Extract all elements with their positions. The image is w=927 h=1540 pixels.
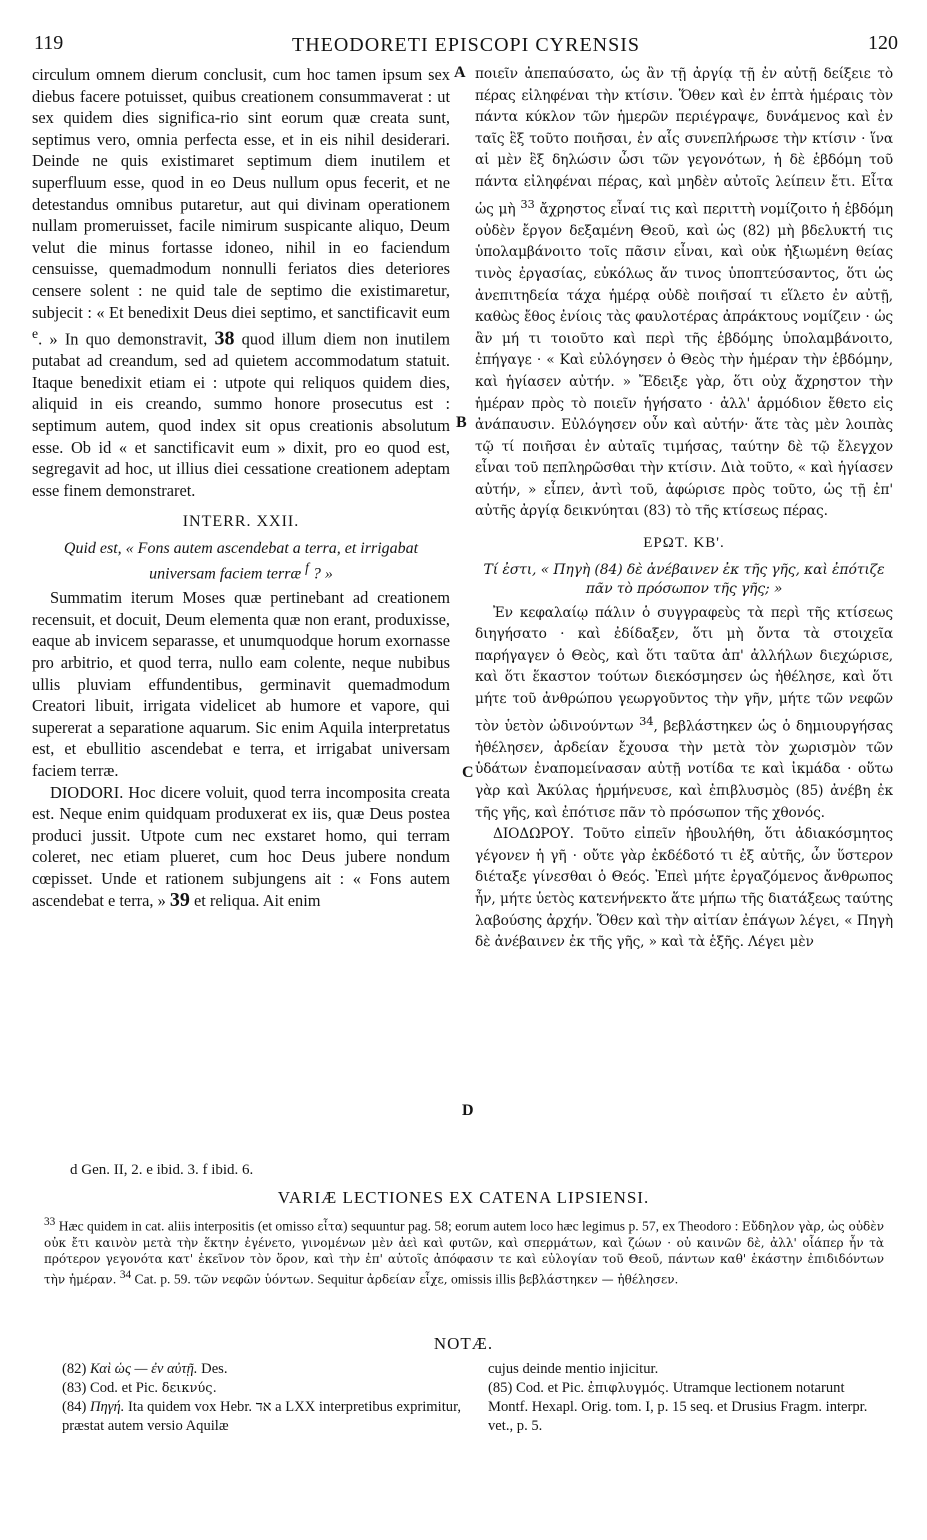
latin-column (32, 64, 450, 1154)
latin-paragraph-3 (32, 782, 450, 912)
note-text: Des. (197, 1361, 228, 1377)
variant-number: 34 (119, 1268, 132, 1281)
note-number: (84) (62, 1399, 90, 1415)
greek-section-heading: ΕΡΩΤ. ΚΒ'. (643, 535, 725, 552)
note-text: Ita quidem vox Hebr. אד a LXX interpretibus exprimitur, præstat autem versio Aquilæ (62, 1399, 461, 1434)
variae-heading: VARIÆ LECTIONES EX CATENA LIPSIENSI. (277, 1188, 650, 1207)
notae-heading: NOTÆ. (433, 1334, 494, 1353)
margin-letter-a: A (454, 64, 466, 81)
latin-text: Hoc dicere voluit, quod terra incomposita creata est. Neque enim quidquam produxerat ex iis, quæ Deus postea produci jussit. Utpote cum nec exstaret homo, qui terram coleret, nec etiam plueret, cum hoc Deus jubere nondum cœpisset. Unde et rationem subjungens ait : « Fons autem ascendebat e terra, » (32, 782, 450, 910)
variant-greek: βεβλάστηκεν — ἠθέλησεν. (518, 1272, 679, 1287)
question-text: Quid est, « Fons autem ascendebat a terra, et irrigabat universam faciem terræ (63, 539, 419, 583)
latin-text: et reliqua. Ait enim (189, 890, 321, 910)
latin-paragraph-2: Summatim iterum Moses quæ pertinebant ad creationem recensuit, et docuit, Deum elementa quæ non erant, produxisse, eaque ab invicem separasse, et unumquodque horum exornasse pro arbitrio, et quod terra, nullo eam colente, neque nubibus ullis pluviam effundentibus, germinavit quemadmodum Creatori libuit, irrigata videlicet ab humore et vapore, qui supererat a separatione aquarum. Sic enim Aquila interpretatus est, et ebullitio ascendebat e terra, et irrigabat universam faciem terræ. (32, 588, 450, 781)
variant-ref: 33 (520, 196, 535, 211)
greek-question: Τί ἐστι, « Πηγὴ (84) δὲ ἀνέβαινεν ἐκ τῆς γῆς, καὶ ἐπότιζε πᾶν τὸ πρόσωπον τῆς γῆς; » (483, 561, 885, 597)
greek-column (475, 64, 893, 1154)
latin-text: circulum omnem dierum conclusit, cum hoc tamen ipsum sex diebus facere potuisset, quibus creationem consummaverat : ut sex quidem dies significa-rio sint eorum quæ creata sunt, septimus vero, omnia perfecta esse, et in eis nihil desiderari. Deinde ne quis existimaret septimum diem inutilem et superfluum esse, quod in eo Deus nullum opus fecerit, et ne detestandus omnibus putaretur, aut qui divinam operationem nullam promeruisset, facile nimirum suspicante aliquo, Deum velut die minus fortasse idoneo, nihil in eo faciendum censuisse, quemadmodum nonnulli feriatos dies deteriores censere solent : ne quid tale de septimo die existimaretur, subjecit : « Et benedixit Deus diei septimo, et sanctificavit eum (32, 65, 450, 322)
variant-text: Sequitur (313, 1271, 367, 1287)
footnote-ref: e (32, 326, 39, 342)
scripture-references: d Gen. II, 2. e ibid. 3. f ibid. 6. (70, 1162, 254, 1178)
greek-text: ἄχρηστος εἶναί τις καὶ περιττὴ νομίζοιτο ἡ ἑβδόμη οὐδὲν ἔργον δεξαμένη Θεοῦ, καὶ ὡς (82) μὴ βδελυκτή τις ὑπολαμβάνοιτο τοῖς πᾶσιν εἶναι, καὶ οὐκ ἠξιωμένη θείας τινὸς ἐργασίας, εὐκόλως ἄν τινος ὑποπτεύσαντος, ὅτι ὡς ἀνεπιτηδεία τάχα ἡμέρᾳ οὐδὲ ποιῆσαί τι εἵλετο ἐν αὐτῇ, καθὼς ἔθος ἐνίοις τὰς φαυλοτέρας ἀπράκτους νομίζειν · ὡς ἂν μή τι τοιοῦτο καὶ περὶ τῆς ἑβδόμης ὑπολαμβάνοιτο, ἐπήγαγε · « Καὶ εὐλόγησεν ὁ Θεὸς τὴν ἡμέραν τὴν ἑβδόμην, καὶ ἡγίασεν αὐτήν. » Ἔδειξε γὰρ, ὅτι οὐχ ἄχρηστον τὴν ἡμέραν πρὸς τὸ ποιεῖν ἡγήσατο · ἀλλ' ἁρμόδιον ἔθετο εἰς ἀνάπαυσιν. Εὐλόγησεν οὖν καὶ αὐτήν· ἅτε τὰς μὲν λοιπὰς τῷ τί ποιῆσαι ἐν αὐταῖς τιμήσας, ταύτην δὲ τῷ ἔλεγχον εἶναι τοῦ πεπληρῶσθαι τὴν κτίσιν. Διὰ τοῦτο, « καὶ ἡγίασεν αὐτήν, » εἶπεν, ἀντὶ τοῦ, ἀφώρισε πρὸς τοῦτο, ὡς τῇ ἐπ' αὐτῆς ἀργίᾳ δεικνύηται (83) τὸ τῆς κτίσεως πέρας. (475, 201, 893, 520)
notes-left (62, 1360, 462, 1435)
greek-text: Ἐν κεφαλαίῳ πάλιν ὁ συγγραφεὺς τὰ περὶ τῆς κτίσεως διηγήσατο · καὶ ἐδίδαξεν, ὅτι μὴ ὄντα τὰ στοιχεῖα παρήγαγεν ὁ Θεὸς, καὶ ὅτι ταῦτα ἀπ' ἀλλήλων διεχώρισε, καὶ ὅτι ἕκαστον τούτων διεκόσμησεν ὡς ἠθέλησε, καὶ ὅτι μήτε τοῦ ἀνθρώπου γεωργοῦντος τὴν γῆν, μήτε τῶν νεφῶν τὸν ὑετὸν ὠδινούντων (475, 604, 893, 735)
speaker-label: ΔΙΟΔΩΡΟΥ. (493, 826, 574, 843)
speaker-label: DIODORI. (50, 782, 124, 802)
column-number: 38 (214, 327, 235, 350)
running-title: THEODORETI EPISCOPI CYRENSIS (291, 34, 641, 56)
note-number: (82) (62, 1361, 90, 1377)
notes-right (488, 1360, 878, 1435)
variant-text: Hæc quidem in cat. aliis interpositis (et omisso (55, 1218, 318, 1234)
note-84 (62, 1398, 462, 1435)
note-84-cont: cujus deinde mentio injicitur. (488, 1361, 659, 1377)
note-greek: ἐπιφλυγμός. (587, 1380, 670, 1396)
greek-text: ποιεῖν ἀπεπαύσατο, ὡς ἂν τῇ ἀργίᾳ τῇ ἐν αὐτῇ δείξειε τὸ πέρας εἰληφέναι τὴν κτίσιν. Ὅθεν καὶ ἐν ἑπτὰ ἡμέραις τὸν πάντα κύκλον τῶν ἡμερῶν περιέγραψε, δυνάμενος καὶ ἐν ταῖς ἓξ τοῦτο ποιῆσαι, ἐν αἷς συνεπλήρωσε τὴν κτίσιν · ἵνα αἱ μὲν ἓξ δηλώσιν ὦσι τῶν γεγονότων, ἡ δὲ ἑβδόμη τοῦ πάντα εἰληφέναι πέρας, καὶ μηδὲν αὐτοῖς λείπειν ἔτι. Εἶτα ὡς μὴ (475, 66, 893, 218)
greek-text: , βεβλάστηκεν ὡς ὁ δημιουργήσας ἠθέλησεν, ἀρδείαν ἔχουσα τὴν μετὰ τὸν χωρισμὸν τῶν ὑδάτων ἐναπομείνασαν αὐτῇ νοτίδα τε καὶ ἰκμάδα · οὕτω γὰρ καὶ Ἀκύλας ἡρμήνευσε, καὶ ἐπιβλυσμὸς (85) ἀνέβη ἐκ τῆς γῆς, καὶ ἐπότισε πᾶν τὸ πρόσωπον τῆς χθονός. (475, 718, 893, 821)
variant-greek: ἀρδείαν εἶχε, (366, 1272, 448, 1287)
greek-text: Τοῦτο εἰπεῖν ἠβουλήθη, ὅτι ἀδιακόσμητος γέγονεν ἡ γῆ · οὔτε γὰρ ἐκδέδοτό τι ἐξ αὐτῆς, ὧν ὕστερον διέταξε γίνεσθαι ὁ Θεός. Ἐπεὶ μήτε ἐργαζόμενος ἄνθρωπος ἦν, μήτε ὑετὸς κατενήνεκτο ἅτε μήπω τῆς διατάξεως ταύτης λαβούσης ἀρχήν. Ὅθεν καὶ τὴν αἰτίαν ἐπάγων λέγει, « Πηγὴ δὲ ἀνέβαινεν ἐκ τῆς γῆς, » καὶ τὰ ἑξῆς. Λέγει μὲν (475, 826, 893, 951)
latin-paragraph-1 (32, 64, 450, 501)
note-greek: Καὶ ὡς — ἐν αὐτῇ. (89, 1361, 198, 1377)
latin-question (32, 539, 450, 583)
margin-letter-d: D (462, 1102, 474, 1119)
note-greek: Πηγή. (89, 1399, 125, 1415)
variant-text: ) sequuntur pag. 58; eorum autem loco hæc legimus p. 57, ex Theodoro : (343, 1218, 742, 1234)
question-text: ? » (308, 565, 333, 583)
note-82 (62, 1360, 462, 1379)
running-header (32, 32, 900, 60)
variant-ref: 34 (639, 713, 654, 728)
note-text: (85) Cod. et Pic. (488, 1379, 588, 1396)
greek-paragraph-3 (475, 824, 893, 954)
greek-paragraph-1 (475, 64, 893, 523)
column-number: 39 (169, 888, 190, 911)
greek-paragraph-2 (475, 603, 893, 825)
footnote-ref: f (305, 559, 309, 575)
variant-greek: εἶτα (317, 1219, 344, 1234)
variae-text (44, 1215, 884, 1288)
latin-section-heading: INTERR. XXII. (182, 513, 300, 531)
variant-greek: τῶν νεφῶν ὑόντων. (194, 1272, 314, 1287)
variant-number: 33 (44, 1216, 56, 1228)
margin-letter-b: B (456, 414, 467, 431)
latin-text: quod illum diem non inutilem putabat ad creandum, sed ad quietem accommodatum statuit. Itaque benedixit etiam ei : utpote qui reliquos quidem dies, aliquid in eis creando, summo honore prosecutus est : septimum autem, quod index sit opus creationis absolutum esse. Ob id « et sanctificavit eum » dixit, pro eo quod est, segregavit ad hoc, ut illius diei cessatione creationem adeptam esse finem demonstraret. (32, 329, 450, 500)
note-greek: δεικνύς. (161, 1380, 217, 1396)
latin-text: . » In quo demonstravit, (38, 329, 215, 349)
note-83 (62, 1379, 462, 1399)
variant-greek: Εὔδηλον γὰρ, ὡς οὐδὲν οὐκ ἔτι καινὸν μετὰ τὴν ἕκτην ἐγένετο, γινομένων μὲν ἀεὶ καὶ φυτῶν, καὶ σπερμάτων, καὶ ζώων · οὐ καινῶν δὲ, ἀλλ' οἷάπερ ἦν τὰ πρότερον γεγονότα κατ' ἐκεῖνον τὸν ὅρον, καὶ τὴν ἐπ' αὐτοῖς ἀπόφασιν τε καὶ εὐλογίαν τοῦ Θεοῦ, πάντων καθ' ἑκάστην ἐπιδιδόντων τὴν ἡμέραν. (44, 1219, 885, 1287)
variant-text: omissis illis (447, 1271, 519, 1287)
page-number-right: 120 (868, 32, 898, 54)
page-number-left: 119 (34, 32, 64, 54)
variant-text: Cat. p. 59. (131, 1271, 195, 1287)
note-text: Utramque lectionem notarunt Montf. Hexapl. Orig. tom. I, p. 15 seq. et Drusius Fragm. interpr. vet., p. 5. (488, 1379, 868, 1434)
margin-letter-c: C (462, 764, 474, 781)
note-85 (488, 1379, 878, 1436)
note-text: (83) Cod. et Pic. (62, 1379, 162, 1396)
